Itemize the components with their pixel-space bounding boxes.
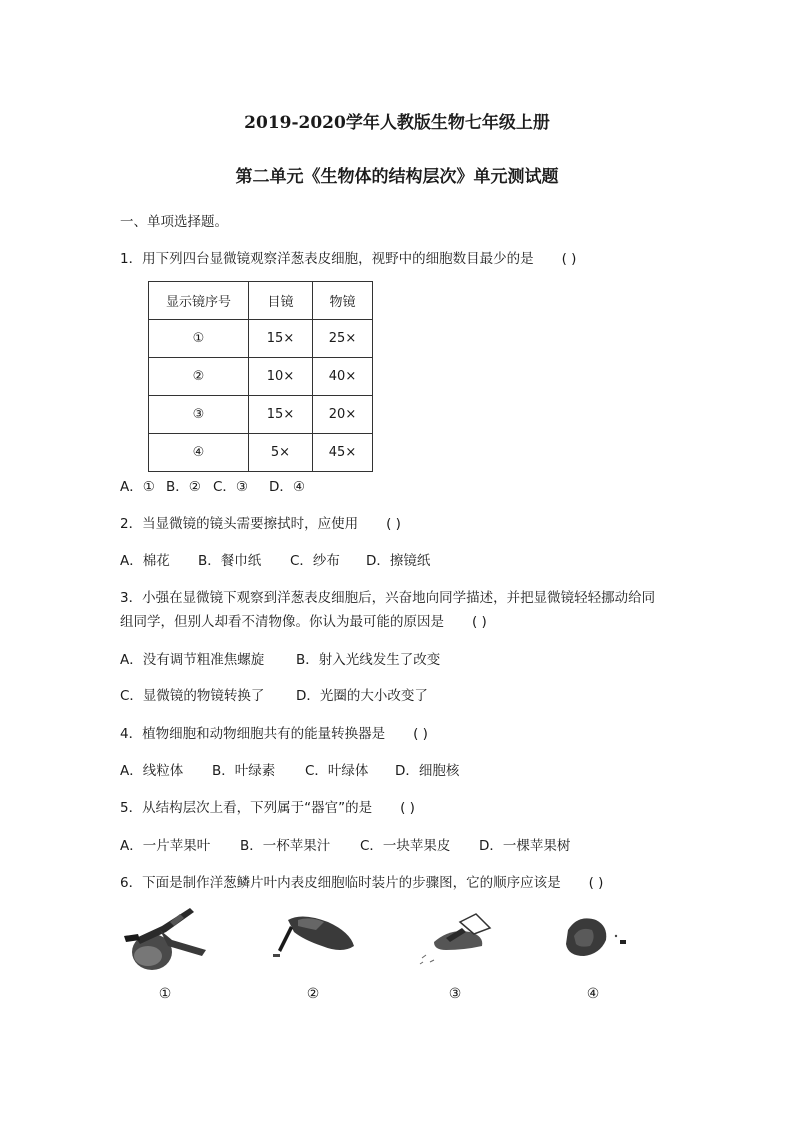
step-1-illustration <box>110 900 220 1010</box>
answer-paren: ( ) <box>400 800 415 816</box>
option-a[interactable]: A．没有调节粗准焦螺旋 <box>120 652 265 668</box>
answer-paren: ( ) <box>561 251 577 267</box>
option-a[interactable]: A．棉花 <box>120 553 170 569</box>
table-cell: ② <box>149 358 249 396</box>
option-d[interactable]: D．细胞核 <box>395 763 460 779</box>
option-b[interactable]: B．② <box>166 479 201 495</box>
table-row <box>149 434 373 472</box>
option-c[interactable]: C．一块苹果皮 <box>360 838 451 854</box>
stain-slide-icon <box>538 900 648 980</box>
question-text: 6．下面是制作洋葱鳞片叶内表皮细胞临时装片的步骤图，它的顺序应该是 <box>120 875 561 891</box>
option-d[interactable]: D．擦镜纸 <box>366 553 431 569</box>
table-cell: 15× <box>249 396 313 434</box>
option-c[interactable]: C．③ <box>213 479 249 495</box>
table-cell: 5× <box>249 434 313 472</box>
table-cell: ③ <box>149 396 249 434</box>
table-cell: 45× <box>313 434 373 472</box>
option-b[interactable]: B．射入光线发生了改变 <box>296 652 441 668</box>
option-b[interactable]: B．叶绿素 <box>212 763 276 779</box>
option-b[interactable]: B．一杯苹果汁 <box>240 838 331 854</box>
question-3-options-row1 <box>120 648 440 668</box>
table-cell: ① <box>149 320 249 358</box>
step-label: ① <box>158 986 172 1002</box>
question-2-stem <box>120 512 401 532</box>
option-d[interactable]: D．光圈的大小改变了 <box>296 688 428 704</box>
question-6-stem <box>120 871 603 891</box>
table-cell: ④ <box>149 434 249 472</box>
question-3-stem-line2 <box>120 610 487 630</box>
question-2-options <box>120 549 430 569</box>
table-cell: 15× <box>249 320 313 358</box>
table-cell: 10× <box>249 358 313 396</box>
table-cell: 40× <box>313 358 373 396</box>
table-cell: 25× <box>313 320 373 358</box>
page-title: 2019-2020学年人教版生物七年级上册 <box>244 113 550 133</box>
dropper-drop-icon <box>110 900 220 980</box>
table-header-cell: 物镜 <box>313 282 373 320</box>
question-3-stem-line1: 3．小强在显微镜下观察到洋葱表皮细胞后，兴奋地向同学描述，并把显微镜轻轻挪动给同 <box>120 590 656 606</box>
question-text: 1．用下列四台显微镜观察洋葱表皮细胞，视野中的细胞数目最少的是 <box>120 251 534 267</box>
question-3-options-row2 <box>120 684 428 704</box>
option-d[interactable]: D．一棵苹果树 <box>479 838 571 854</box>
step-label: ④ <box>586 986 600 1002</box>
slide-steps-figure <box>110 900 670 1010</box>
table-row <box>149 320 373 358</box>
table-row <box>149 396 373 434</box>
answer-paren: ( ) <box>472 614 487 630</box>
question-5-stem <box>120 796 415 816</box>
answer-paren: ( ) <box>588 875 604 891</box>
option-c[interactable]: C．显微镜的物镜转换了 <box>120 688 265 704</box>
option-b[interactable]: B．餐巾纸 <box>198 553 262 569</box>
option-c[interactable]: C．叶绿体 <box>305 763 369 779</box>
question-text: 组同学，但别人却看不清物像。你认为最可能的原因是 <box>120 614 444 630</box>
section-heading: 一、单项选择题。 <box>120 214 228 230</box>
table-header-cell: 显示镜序号 <box>149 282 249 320</box>
question-text: 4．植物细胞和动物细胞共有的能量转换器是 <box>120 726 386 742</box>
question-5-options <box>120 834 570 854</box>
question-text: 5．从结构层次上看，下列属于“器官”的是 <box>120 800 373 816</box>
answer-paren: ( ) <box>386 516 401 532</box>
option-a[interactable]: A．线粒体 <box>120 763 184 779</box>
step-2-illustration <box>258 900 368 1010</box>
table-header-cell: 目镜 <box>249 282 313 320</box>
table-row <box>149 358 373 396</box>
option-a[interactable]: A．一片苹果叶 <box>120 838 211 854</box>
option-d[interactable]: D．④ <box>269 479 305 495</box>
page-subtitle: 第二单元《生物体的结构层次》单元测试题 <box>235 167 559 187</box>
question-1-options <box>120 475 305 495</box>
question-text: 2．当显微镜的镜头需要擦拭时，应使用 <box>120 516 359 532</box>
option-c[interactable]: C．纱布 <box>290 553 340 569</box>
table-header-row <box>149 282 373 320</box>
step-4-illustration <box>538 900 648 1010</box>
tweezers-tear-icon <box>258 900 368 980</box>
option-a[interactable]: A．① <box>120 479 155 495</box>
question-4-options <box>120 759 459 779</box>
step-3-illustration <box>400 900 510 1010</box>
step-label: ③ <box>448 986 462 1002</box>
step-label: ② <box>306 986 320 1002</box>
question-4-stem <box>120 722 428 742</box>
question-1-stem <box>120 247 576 267</box>
coverslip-lower-icon <box>400 900 510 980</box>
table-cell: 20× <box>313 396 373 434</box>
microscope-table <box>148 281 373 472</box>
answer-paren: ( ) <box>413 726 428 742</box>
